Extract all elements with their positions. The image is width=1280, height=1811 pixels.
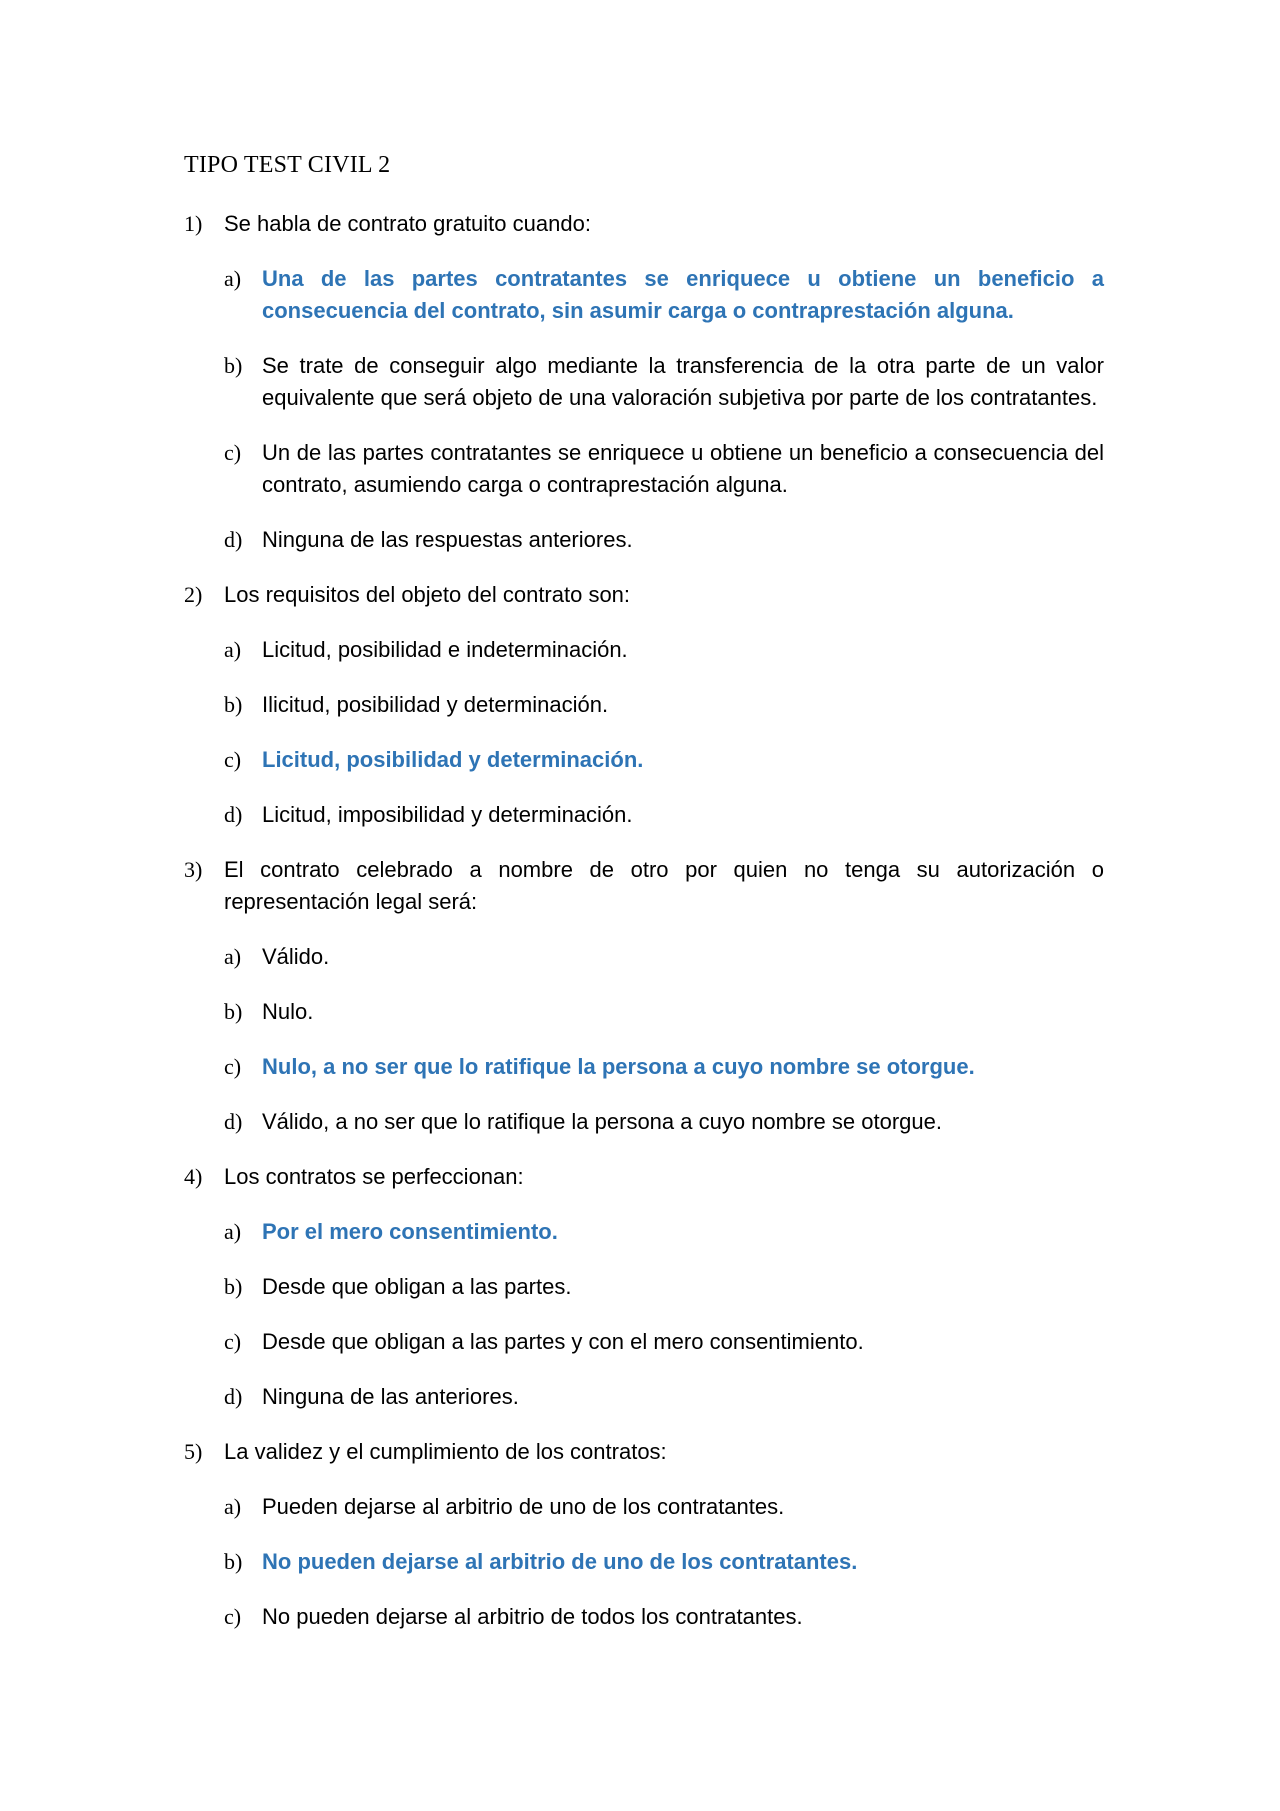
option-text: Válido. <box>262 944 330 969</box>
answer-option <box>224 744 1104 776</box>
option-letter: a) <box>224 1219 242 1244</box>
answer-option <box>224 1601 1104 1633</box>
option-text: No pueden dejarse al arbitrio de todos los contratantes. <box>262 1604 803 1629</box>
option-letter: c) <box>224 1604 242 1629</box>
question-2 <box>184 579 1104 611</box>
question-text: La validez y el cumplimiento de los contratos: <box>224 1439 667 1464</box>
question-4 <box>184 1161 1104 1193</box>
question-list <box>0 208 1280 1656</box>
option-text: Ninguna de las anteriores. <box>262 1384 519 1409</box>
correct-answer-text: Por el mero consentimiento. <box>262 1219 558 1244</box>
answer-option <box>224 1381 1104 1413</box>
question-3 <box>184 854 1104 918</box>
option-text: Licitud, posibilidad e indeterminación. <box>262 637 628 662</box>
option-letter: b) <box>224 353 243 378</box>
option-text: Se trate de conseguir algo mediante la transferencia de la otra parte de un valor equivalente que será objeto de una valoración subjetiva por parte de los contratantes. <box>262 353 1104 410</box>
answer-option <box>224 1546 1104 1578</box>
option-letter: b) <box>224 1549 243 1574</box>
question-number: 5) <box>184 1439 203 1464</box>
answer-option <box>224 996 1104 1028</box>
option-text: Pueden dejarse al arbitrio de uno de los contratantes. <box>262 1494 785 1519</box>
answer-option <box>224 689 1104 721</box>
option-text: Ninguna de las respuestas anteriores. <box>262 527 633 552</box>
option-letter: d) <box>224 1384 243 1409</box>
option-letter: b) <box>224 1274 243 1299</box>
correct-answer-text: Nulo, a no ser que lo ratifique la persona a cuyo nombre se otorgue. <box>262 1054 975 1079</box>
option-letter: c) <box>224 1329 242 1354</box>
answer-option <box>224 350 1104 414</box>
option-text: Licitud, imposibilidad y determinación. <box>262 802 633 827</box>
option-letter: d) <box>224 802 243 827</box>
option-letter: a) <box>224 637 242 662</box>
question-number: 2) <box>184 582 203 607</box>
option-letter: d) <box>224 527 243 552</box>
answer-option <box>224 1216 1104 1248</box>
option-letter: c) <box>224 1054 242 1079</box>
correct-answer-text: Licitud, posibilidad y determinación. <box>262 747 644 772</box>
answer-option <box>224 1106 1104 1138</box>
document-title: TIPO TEST CIVIL 2 <box>184 152 391 178</box>
correct-answer-text: Una de las partes contratantes se enriquece u obtiene un beneficio a consecuencia del contrato, sin asumir carga o contraprestación alguna. <box>262 266 1104 323</box>
answer-option <box>224 524 1104 556</box>
question-text: Los requisitos del objeto del contrato son: <box>224 582 631 607</box>
option-letter: c) <box>224 440 242 465</box>
question-number: 3) <box>184 857 203 882</box>
answer-option <box>224 1271 1104 1303</box>
option-letter: a) <box>224 266 242 291</box>
answer-option <box>224 941 1104 973</box>
question-text: Los contratos se perfeccionan: <box>224 1164 524 1189</box>
option-text: Válido, a no ser que lo ratifique la persona a cuyo nombre se otorgue. <box>262 1109 942 1134</box>
answer-option <box>224 1326 1104 1358</box>
option-letter: d) <box>224 1109 243 1134</box>
option-letter: b) <box>224 999 243 1024</box>
question-text: Se habla de contrato gratuito cuando: <box>224 211 591 236</box>
answer-option <box>224 1051 1104 1083</box>
option-text: Un de las partes contratantes se enriquece u obtiene un beneficio a consecuencia del contrato, asumiendo carga o contraprestación alguna. <box>262 440 1104 497</box>
question-text: El contrato celebrado a nombre de otro por quien no tenga su autorización o representación legal será: <box>224 857 1104 914</box>
option-letter: a) <box>224 944 242 969</box>
option-text: Nulo. <box>262 999 314 1024</box>
answer-option <box>224 1491 1104 1523</box>
option-text: Desde que obligan a las partes y con el mero consentimiento. <box>262 1329 864 1354</box>
option-letter: b) <box>224 692 243 717</box>
option-text: Ilicitud, posibilidad y determinación. <box>262 692 609 717</box>
answer-option <box>224 263 1104 327</box>
option-text: Desde que obligan a las partes. <box>262 1274 572 1299</box>
correct-answer-text: No pueden dejarse al arbitrio de uno de los contratantes. <box>262 1549 858 1574</box>
answer-option <box>224 799 1104 831</box>
question-1 <box>184 208 1104 240</box>
question-number: 1) <box>184 211 203 236</box>
answer-option <box>224 634 1104 666</box>
answer-option <box>224 437 1104 501</box>
option-letter: c) <box>224 747 242 772</box>
option-letter: a) <box>224 1494 242 1519</box>
question-number: 4) <box>184 1164 203 1189</box>
question-5 <box>184 1436 1104 1468</box>
